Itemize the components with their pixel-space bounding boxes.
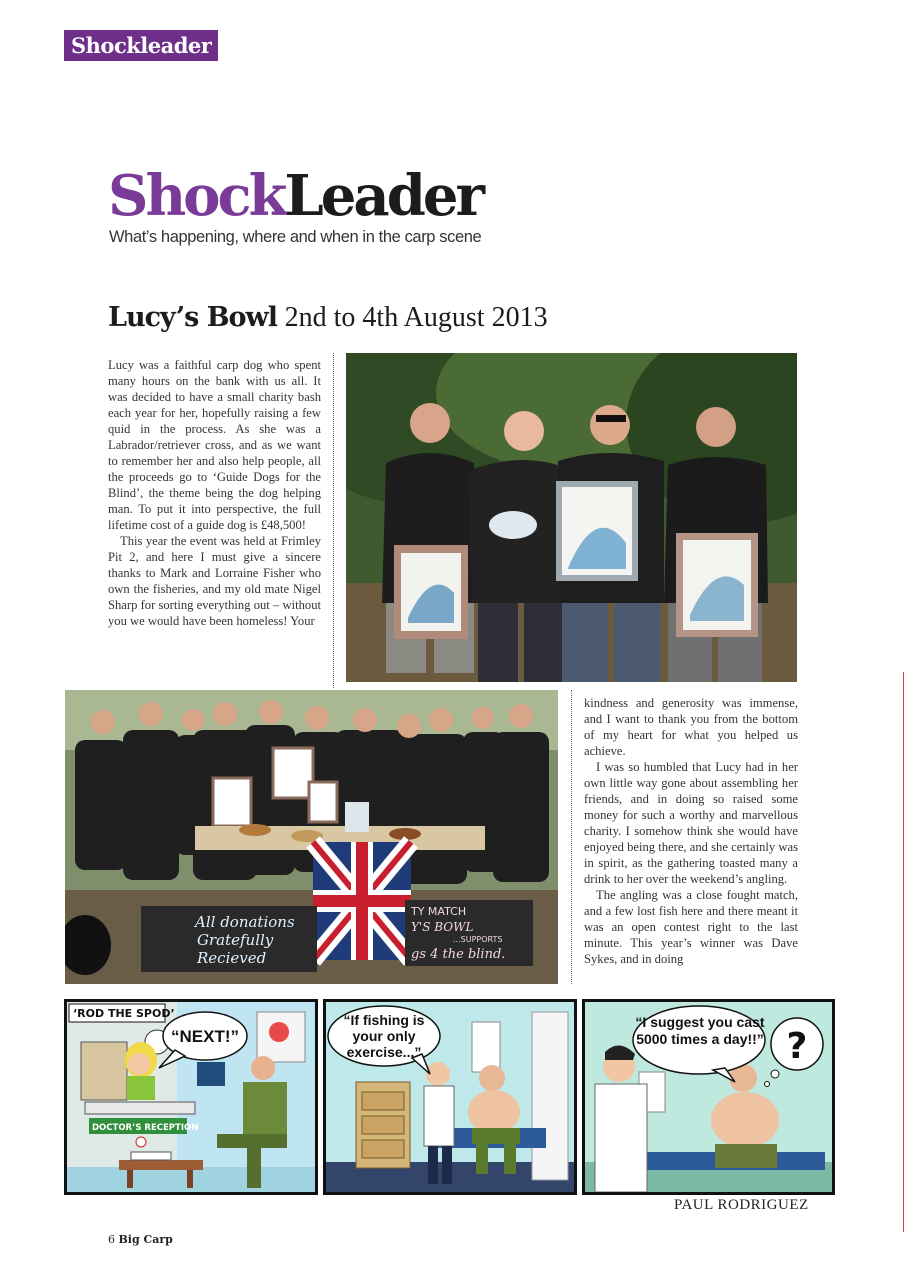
- photo-winners: [346, 353, 797, 682]
- bubble-suggest: “I suggest you cast 5000 times a day!!”: [635, 1014, 765, 1047]
- cartoon-panel-3-illustration: [585, 1002, 832, 1192]
- article-column-left: [108, 357, 321, 629]
- page-edge-line: [903, 672, 904, 1232]
- sign-right-line2: Y'S BOWL: [411, 920, 474, 934]
- masthead-shock: Shock: [108, 163, 285, 229]
- cartoon-title: ‘ROD THE SPOD’: [73, 1007, 175, 1020]
- thought-question: ?: [786, 1026, 808, 1067]
- cartoon-panel-1: [64, 999, 318, 1195]
- headline-title: Lucy’s Bowl: [108, 302, 278, 333]
- paragraph: This year the event was held at Frimley Pit 2, and here I must give a sincere thanks to Mark and Lorraine Fisher who own the fisheries, and my old mate Nigel Sharp for sorting everything out – without you we would have been homeless! Your: [108, 534, 321, 628]
- article-headline: [108, 302, 548, 334]
- magazine-name: Big Carp: [118, 1233, 173, 1246]
- column-divider: [571, 690, 572, 984]
- sign-left-line2: Gratefully: [197, 931, 274, 949]
- photo-winners-illustration: [346, 353, 797, 682]
- masthead-logo: [108, 165, 482, 227]
- article-column-right: [584, 695, 798, 967]
- page-number: 6: [108, 1233, 115, 1246]
- paragraph: I was so humbled that Lucy had in her own little way gone about assembling her friends, and in doing so raised some money for such a worthy and marvellous charity. I somehow think she would have enjoyed being there, and she certainly was in spirit, as the gathering toasted many a drink to her over the weekend’s angling.: [584, 760, 798, 886]
- page-footer: [108, 1233, 173, 1246]
- masthead-subtitle: What’s happening, where and when in the carp scene: [109, 228, 482, 246]
- headline-dates: 2nd to 4th August 2013: [284, 302, 548, 333]
- paragraph: kindness and generosity was immense, and I want to thank you from the bottom of my heart for what you helped us achieve.: [584, 696, 798, 758]
- column-divider: [333, 353, 334, 688]
- sign-left-line3: Recieved: [197, 949, 267, 967]
- bubble-next: “NEXT!”: [171, 1027, 239, 1046]
- photo-group: [65, 690, 558, 984]
- sign-right-line1: TY MATCH: [411, 905, 467, 918]
- cartoon-panel-1-illustration: [67, 1002, 315, 1192]
- sign-right-line4: gs 4 the blind.: [411, 947, 506, 962]
- photo-group-illustration: [65, 690, 558, 984]
- masthead-leader: Leader: [284, 163, 482, 229]
- reception-sign: DOCTOR’S RECEPTION: [92, 1123, 199, 1133]
- bubble-exercise: “If fishing is your only exercise...”: [343, 1012, 425, 1060]
- cartoon-panel-3: [582, 999, 835, 1195]
- paragraph: The angling was a close fought match, and a few lost fish here and there meant it was an open contest right to the last minute. This year’s winner was Dave Sykes, and in doing: [584, 888, 798, 966]
- cartoon-panel-2: [323, 999, 577, 1195]
- section-tab: Shockleader: [64, 30, 218, 61]
- sign-right-line3: ...SUPPORTS: [453, 935, 503, 944]
- cartoon-panel-2-illustration: [326, 1002, 574, 1192]
- sign-left-line1: All donations: [195, 913, 295, 931]
- paragraph: Lucy was a faithful carp dog who spent many hours on the bank with us all. It was decided to have a small charity bash each year for her, hopefully raising a few quid in the process. As she was a Labrador/retriever cross, and as we want to remember her and also help people, all the proceeds go to ‘Guide Dogs for the Blind’, the theme being the dog helping man. To put it into perspective, the full lifetime cost of a guide dog is £48,500!: [108, 358, 321, 532]
- cartoon-credit: PAUL RODRIGUEZ: [674, 1197, 809, 1213]
